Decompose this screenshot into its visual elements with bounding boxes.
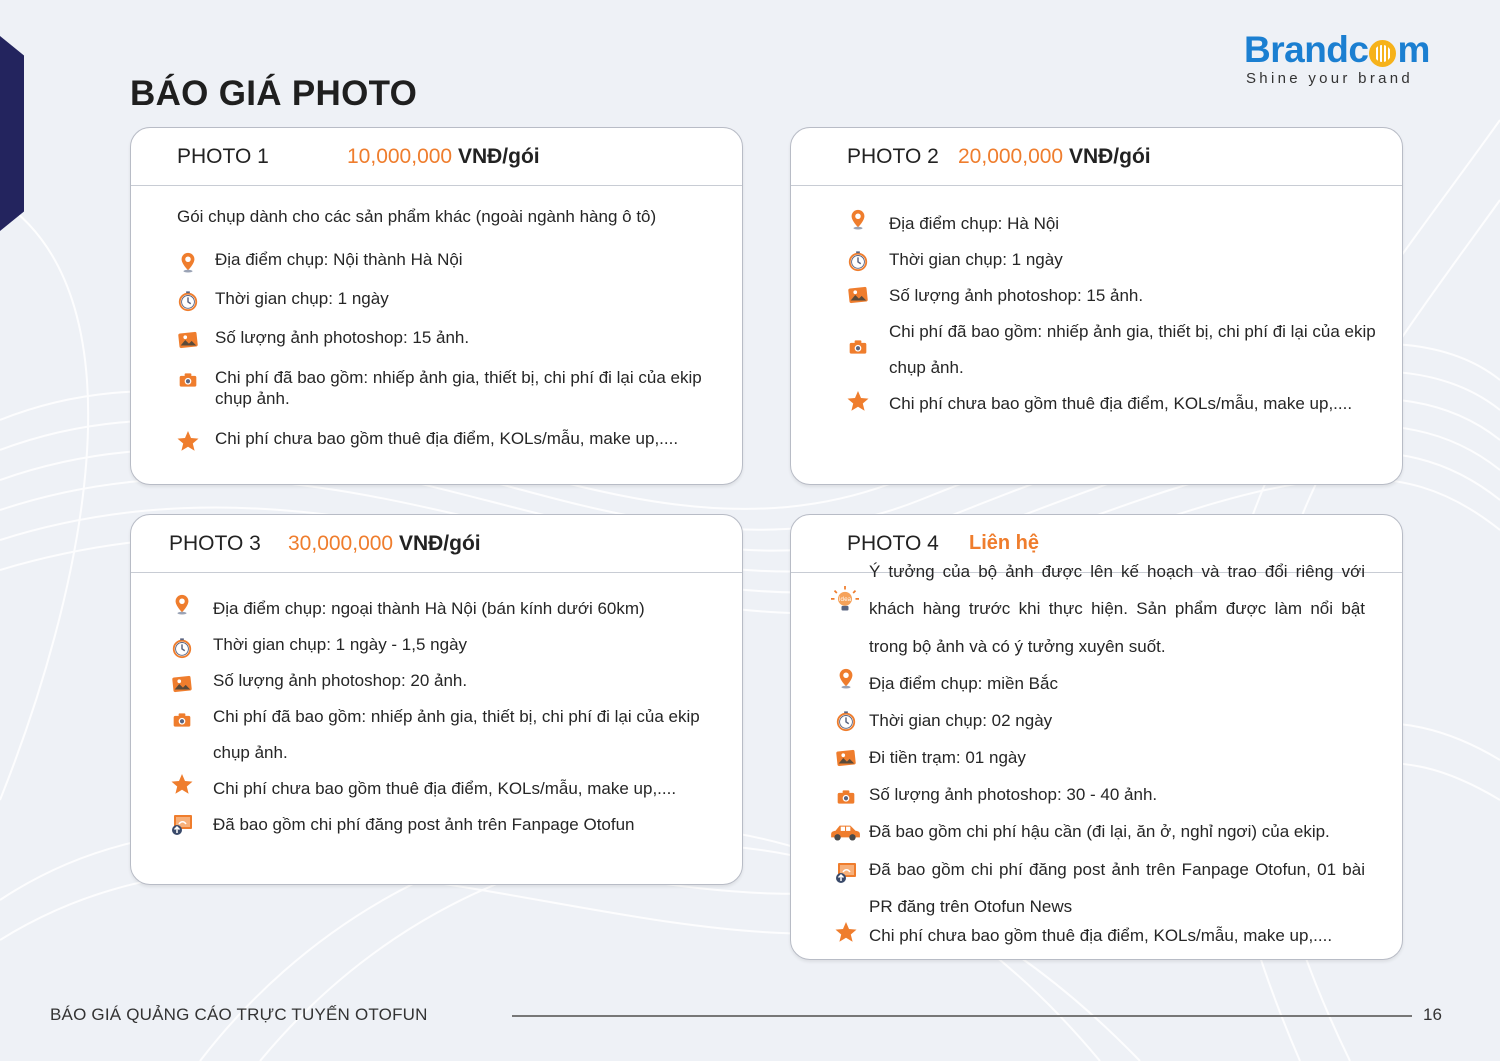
- photo-package-card-4: [790, 514, 1403, 960]
- lightbulb-icon: [831, 585, 859, 615]
- package-price: [288, 532, 481, 556]
- clock-icon: [833, 708, 859, 734]
- list-item: Số lượng ảnh photoshop: 15 ảnh.: [175, 327, 469, 353]
- list-item: Số lượng ảnh photoshop: 20 ảnh.: [169, 663, 467, 699]
- photo-package-card-2: [790, 127, 1403, 485]
- location-pin-icon: [175, 249, 201, 275]
- price-unit: VNĐ/gói: [1063, 144, 1151, 168]
- clock-icon: [169, 635, 195, 661]
- card-header: [131, 515, 742, 573]
- star-icon: [833, 919, 859, 945]
- list-item: Chi phí chưa bao gồm thuê địa điểm, KOLs/mẫu, make up,....: [833, 925, 1332, 946]
- star-icon: [175, 428, 201, 454]
- list-item: Thời gian chụp: 02 ngày: [833, 702, 1052, 739]
- clock-icon: [845, 248, 871, 274]
- list-item: Chi phí chưa bao gồm thuê địa điểm, KOLs/mẫu, make up,....: [845, 386, 1352, 422]
- logo-word-start: Brandc: [1244, 29, 1369, 70]
- logo-sun-icon: [1369, 40, 1396, 67]
- list-item: Số lượng ảnh photoshop: 15 ảnh.: [845, 278, 1143, 314]
- location-pin-icon: [169, 591, 195, 617]
- footer-title: BÁO GIÁ QUẢNG CÁO TRỰC TUYẾN OTOFUN: [50, 1005, 428, 1024]
- price-amount: 20,000,000: [958, 144, 1064, 168]
- list-item: Địa điểm chụp: ngoại thành Hà Nội (bán kính dưới 60km): [169, 591, 645, 627]
- list-item: Chi phí đã bao gồm: nhiếp ảnh gia, thiết bị, chi phí đi lại của ekip chụp ảnh.: [845, 314, 1379, 386]
- location-pin-icon: [833, 665, 859, 691]
- camera-icon: [845, 334, 871, 360]
- camera-icon: [169, 707, 195, 733]
- package-price: [347, 145, 540, 169]
- photo-icon: [175, 327, 201, 353]
- price-amount: 30,000,000: [288, 531, 394, 555]
- list-item: Địa điểm chụp: Nội thành Hà Nội: [175, 249, 463, 275]
- car-icon: [829, 819, 861, 845]
- photo-package-card-1: [130, 127, 743, 485]
- package-name: PHOTO 4: [847, 531, 939, 555]
- package-price: [958, 145, 1151, 169]
- list-item: Thời gian chụp: 1 ngày - 1,5 ngày: [169, 627, 467, 663]
- star-icon: [845, 388, 871, 414]
- list-item: Thời gian chụp: 1 ngày: [845, 242, 1063, 278]
- list-item: Đã bao gồm chi phí đăng post ảnh trên Fanpage Otofun, 01 bài PR đăng trên Otofun News: [833, 851, 1365, 925]
- list-item: Chi phí chưa bao gồm thuê địa điểm, KOLs/mẫu, make up,....: [175, 428, 678, 454]
- photo-icon: [169, 671, 195, 697]
- list-item: Đã bao gồm chi phí đăng post ảnh trên Fanpage Otofun: [169, 807, 635, 843]
- camera-icon: [175, 367, 201, 393]
- side-tab-decoration: [0, 36, 24, 231]
- card-header: [791, 128, 1402, 186]
- price-amount: 10,000,000: [347, 144, 453, 168]
- logo-tagline: Shine your brand: [1246, 70, 1414, 87]
- page-title: BÁO GIÁ PHOTO: [130, 74, 418, 113]
- list-item: Số lượng ảnh photoshop: 30 - 40 ảnh.: [833, 776, 1157, 813]
- package-name: PHOTO 3: [169, 531, 261, 555]
- package-intro: Gói chụp dành cho các sản phẩm khác (ngoài ngành hàng ô tô): [177, 207, 657, 226]
- list-item: Thời gian chụp: 1 ngày: [175, 288, 389, 314]
- page-number: 16: [1423, 1005, 1442, 1024]
- star-icon: [169, 771, 195, 797]
- list-item: Đã bao gồm chi phí hậu cần (đi lại, ăn ở, nghỉ ngơi) của ekip.: [829, 813, 1330, 850]
- card-header: [131, 128, 742, 186]
- package-name: PHOTO 1: [177, 144, 269, 168]
- package-price-contact: Liên hệ: [969, 532, 1040, 554]
- logo-word-end: m: [1397, 29, 1430, 70]
- package-name: PHOTO 2: [847, 144, 939, 168]
- fanpage-post-icon: [169, 811, 195, 837]
- brandcom-logo: [1244, 30, 1444, 94]
- list-item: Địa điểm chụp: miền Bắc: [833, 665, 1058, 702]
- footer-divider: [512, 1015, 1412, 1017]
- list-item: Ý tưởng của bộ ảnh được lên kế hoạch và trao đổi riêng với khách hàng trước khi thực hiện. Sản phẩm được làm nổi bật trong bộ ảnh và có ý tưởng xuyên suốt.: [831, 553, 1365, 665]
- camera-icon: [833, 784, 859, 810]
- list-item: Chi phí đã bao gồm: nhiếp ảnh gia, thiết bị, chi phí đi lại của ekip chụp ảnh.: [175, 367, 705, 409]
- fanpage-post-icon: [833, 859, 859, 885]
- photo-package-card-3: [130, 514, 743, 885]
- list-item: Chi phí chưa bao gồm thuê địa điểm, KOLs/mẫu, make up,....: [169, 771, 676, 807]
- photo-icon: [845, 282, 871, 308]
- list-item: Chi phí đã bao gồm: nhiếp ảnh gia, thiết bị, chi phí đi lại của ekip chụp ảnh.: [169, 699, 723, 771]
- photo-icon: [833, 745, 859, 771]
- price-unit: VNĐ/gói: [393, 531, 481, 555]
- price-unit: VNĐ/gói: [452, 144, 540, 168]
- location-pin-icon: [845, 206, 871, 232]
- clock-icon: [175, 288, 201, 314]
- list-item: Địa điểm chụp: Hà Nội: [845, 206, 1059, 242]
- list-item: Đi tiền trạm: 01 ngày: [833, 739, 1026, 776]
